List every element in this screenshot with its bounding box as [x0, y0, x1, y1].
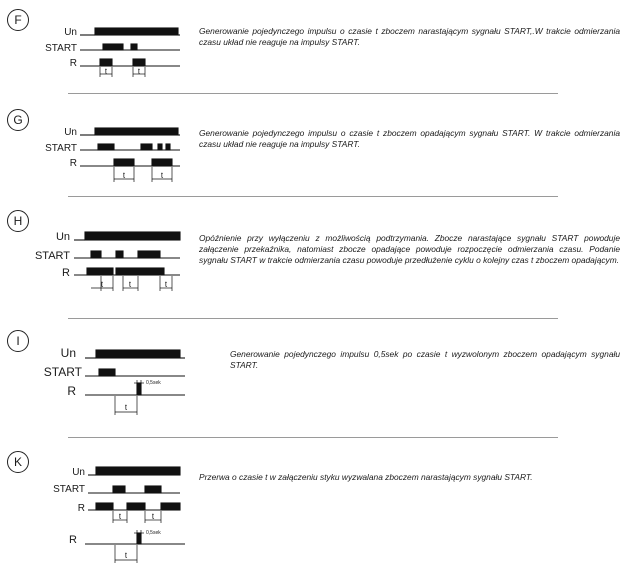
t-label: t — [164, 280, 168, 289]
section-badge: K — [7, 451, 29, 473]
separator — [68, 196, 558, 197]
section-H — [0, 205, 639, 315]
signal-label-un: Un — [64, 27, 77, 38]
signal-label-un: Un — [64, 127, 77, 138]
timing-diagram — [30, 342, 210, 442]
section-G — [0, 100, 639, 200]
signal-label-r: R — [77, 503, 85, 514]
t-label: t — [118, 512, 122, 521]
pulse-label: 0,5sek — [146, 530, 161, 536]
t-label: t — [137, 67, 141, 76]
section-badge: I — [7, 330, 29, 352]
t-label: t — [122, 171, 126, 180]
t-label: t — [124, 551, 128, 560]
separator — [68, 93, 558, 94]
signal-label-un: Un — [72, 467, 85, 478]
timing-diagram — [40, 22, 190, 102]
signal-label-r: R — [69, 58, 77, 69]
signal-label-r: R — [69, 158, 77, 169]
signal-label-r: R — [67, 384, 76, 398]
section-F — [0, 0, 639, 100]
section-description: Generowanie pojedynczego impulsu 0,5sek po czasie t wyzwolonym zboczem opadającym sygnału START. — [230, 349, 620, 370]
section-description: Przerwa o czasie t w załączeniu styku wyzwalana zboczem narastającym sygnału START. — [199, 472, 533, 482]
separator — [68, 437, 558, 438]
timing-diagram — [40, 122, 190, 212]
signal-label-start: START — [53, 484, 85, 495]
t-label: t — [104, 67, 108, 76]
signal-label-r: R — [69, 534, 77, 546]
section-K — [0, 445, 639, 571]
signal-label-start: START — [43, 365, 82, 379]
section-badge: H — [7, 210, 29, 232]
timing-diagram — [30, 459, 220, 583]
timing-diagram — [30, 223, 190, 318]
signal-label-start: START — [45, 43, 77, 54]
section-badge: F — [7, 9, 29, 31]
t-label: t — [160, 171, 164, 180]
section-description: Generowanie pojedynczego impulsu o czasie t zboczem opadającym sygnału START. W trakcie odmierzania czasu układ nie reaguje na impulsy START. — [199, 128, 620, 149]
t-label: t — [100, 280, 104, 289]
section-description: Generowanie pojedynczego impulsu o czasie t zboczem narastającym sygnału START,.W trakcie odmierzania czasu układ nie reaguje na impulsy START. — [199, 26, 620, 47]
t-label: t — [128, 280, 132, 289]
t-label: t — [151, 512, 155, 521]
signal-label-start: START — [45, 143, 77, 154]
signal-label-un: Un — [55, 231, 70, 243]
t-label: t — [124, 403, 128, 412]
signal-label-start: START — [34, 250, 70, 262]
section-badge: G — [7, 109, 29, 131]
pulse-label: 0,5sek — [146, 380, 161, 386]
section-I — [0, 322, 639, 437]
separator — [68, 318, 558, 319]
signal-label-r: R — [62, 267, 70, 279]
signal-label-un: Un — [60, 346, 76, 360]
section-description: Opóźnienie przy wyłączeniu z możliwością podtrzymania. Zbocze narastające sygnału START powoduje załączenie przekaźnika, natomiast zbocze opadające powoduje rozpoczęcie odmierzania czasu. Podanie sygnału START w trakcie odmierzania czasu powoduje przedłużenie cyklu o kolejny czas t zboczem opadającym. — [199, 233, 620, 265]
